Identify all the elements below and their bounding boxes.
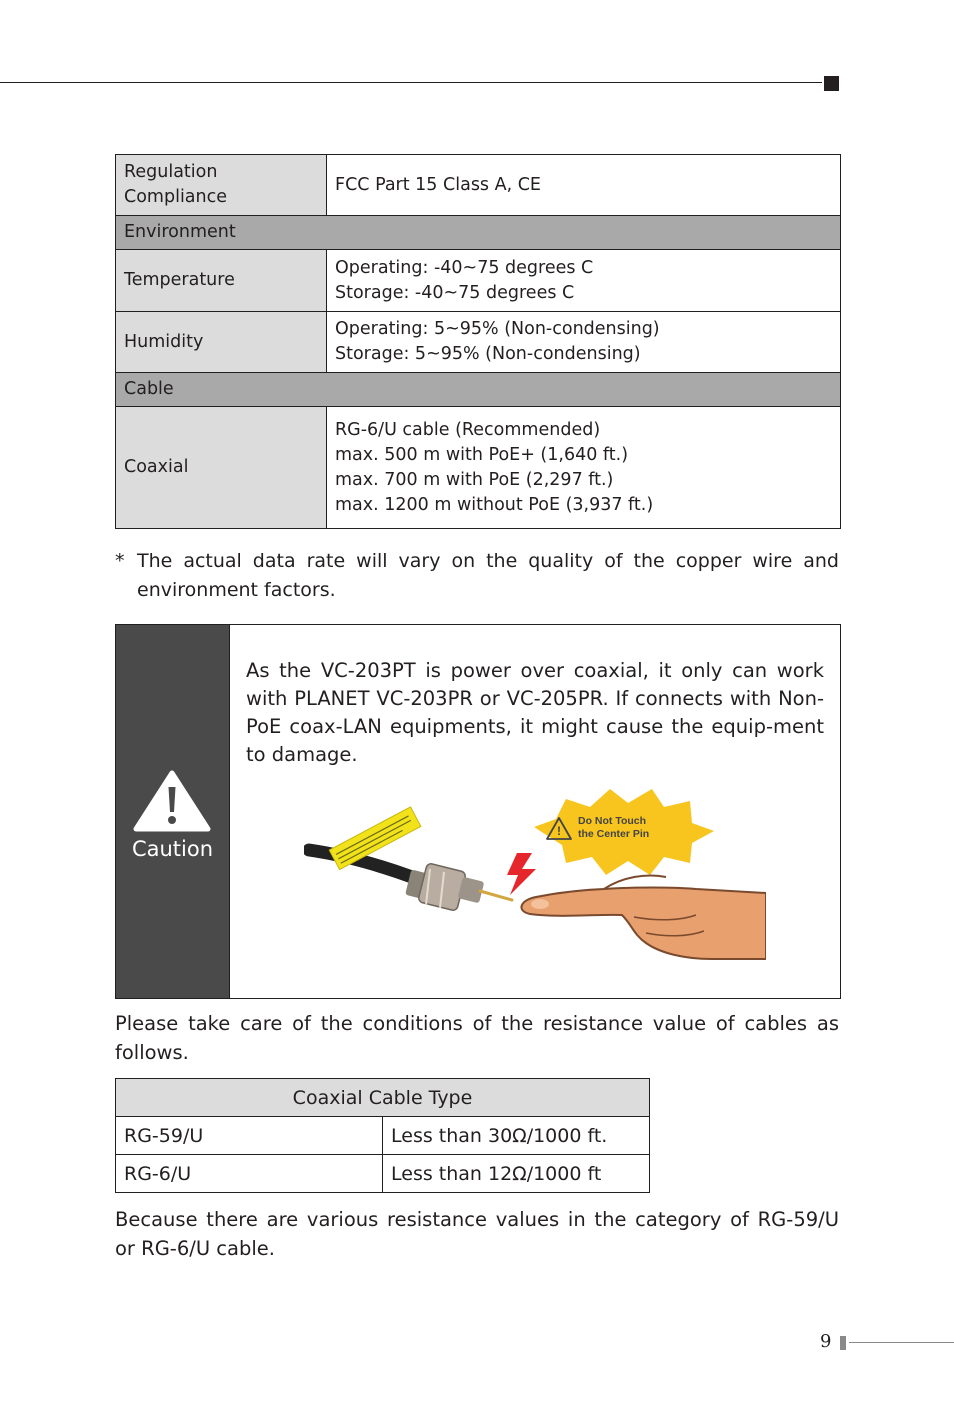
footer-rule	[849, 1342, 954, 1343]
spec-value: Operating: -40~75 degrees C Storage: -40~75 degrees C	[327, 250, 841, 312]
coax-connector-illustration	[304, 783, 766, 961]
footer-square	[840, 1336, 846, 1350]
spec-label: Regulation Compliance	[116, 155, 327, 216]
f-connector	[405, 863, 512, 911]
caution-text: As the VC-203PT is power over coaxial, it only can work with PLANET VC-203PR or VC-205PR. If connects with Non-PoE coax-LAN equipments, it might cause the equip-ment to damage.	[246, 659, 824, 766]
resistance-cell: Less than 12Ω/1000 ft	[383, 1155, 650, 1193]
resistance-intro: Please take care of the conditions of the resistance value of cables as follows.	[115, 1012, 839, 1064]
section-heading: Environment	[116, 216, 841, 250]
cable-type-cell: RG-6/U	[116, 1155, 383, 1193]
table-header: Coaxial Cable Type	[116, 1079, 650, 1117]
spec-value: RG-6/U cable (Recommended) max. 500 m with PoE+ (1,640 ft.) max. 700 m with PoE (2,297 ft.) max. 1200 m without PoE (3,937 ft.)	[327, 407, 841, 529]
spec-label: Temperature	[116, 250, 327, 312]
table-row	[116, 312, 841, 373]
cable-type-cell: RG-59/U	[116, 1117, 383, 1155]
footnote	[115, 547, 839, 605]
resistance-note: Because there are various resistance values in the category of RG-59/U or RG-6/U cable.	[115, 1208, 839, 1260]
spec-value: Operating: 5~95% (Non-condensing) Storage: 5~95% (Non-condensing)	[327, 312, 841, 373]
footnote-marker: *	[115, 550, 125, 572]
page-number: 9	[820, 1331, 832, 1352]
table-row	[116, 250, 841, 312]
table-section-row	[116, 216, 841, 250]
header-rule	[0, 82, 822, 83]
burst-text-line: Do Not Touch	[578, 815, 647, 827]
spec-label: Humidity	[116, 312, 327, 373]
warning-burst	[534, 789, 714, 875]
header-square	[824, 76, 839, 91]
caution-label: Caution	[131, 837, 214, 861]
table-row	[116, 1155, 650, 1193]
spec-table	[115, 154, 841, 529]
resistance-cell: Less than 30Ω/1000 ft.	[383, 1117, 650, 1155]
burst-text-line: the Center Pin	[578, 828, 650, 840]
table-row	[116, 407, 841, 529]
table-header-row	[116, 1079, 650, 1117]
warning-triangle-icon	[133, 770, 211, 832]
caution-panel	[116, 625, 230, 998]
svg-text:!: !	[557, 824, 561, 838]
section-heading: Cable	[116, 373, 841, 407]
table-section-row	[116, 373, 841, 407]
spec-value: FCC Part 15 Class A, CE	[327, 155, 841, 216]
spark-icon	[507, 853, 536, 895]
spec-label: Coaxial	[116, 407, 327, 529]
table-row	[116, 155, 841, 216]
table-row	[116, 1117, 650, 1155]
pointing-hand	[521, 876, 766, 960]
footnote-text: The actual data rate will vary on the quality of the copper wire and environment factors.	[137, 550, 839, 601]
coaxial-cable-table	[115, 1078, 650, 1193]
caution-box	[115, 624, 841, 999]
